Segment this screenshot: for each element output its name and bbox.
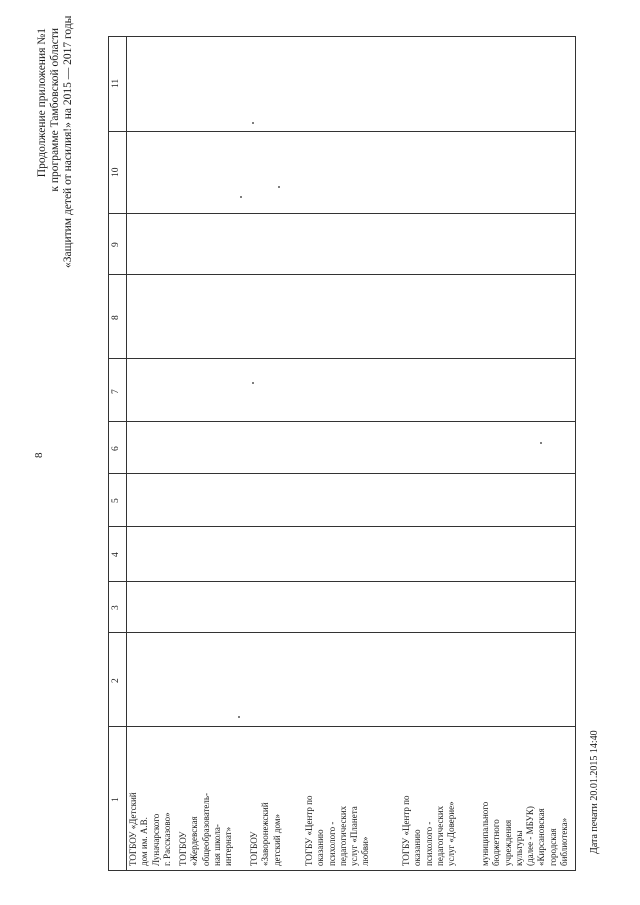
table-border-top [108, 36, 576, 37]
table-row-label: ТОГБОУ «Детский дом им. А.В. Луначарского г. Рассказово» [128, 792, 172, 866]
col-divider [108, 131, 576, 132]
col-divider [108, 726, 576, 727]
scan-speck [252, 122, 254, 124]
column-number-8: 8 [111, 315, 121, 320]
header-divider [126, 36, 127, 871]
heading-line-1: Продолжение приложения №1 [36, 28, 48, 178]
data-table [108, 36, 576, 871]
col-divider [108, 274, 576, 275]
column-number-1: 1 [111, 797, 121, 802]
col-divider [108, 526, 576, 527]
table-row-label: ТОГБУ «Центр по оказанию психолого - педагогических услуг «Доверие» [401, 795, 457, 866]
column-number-11: 11 [111, 78, 121, 88]
column-number-4: 4 [111, 552, 121, 557]
col-divider [108, 581, 576, 582]
document-heading [36, 15, 75, 268]
page-number: 8 [33, 452, 45, 458]
column-number-3: 3 [111, 605, 121, 610]
column-number-6: 6 [111, 446, 121, 451]
heading-line-3: «Защитим детей от насилия!» на 2015 — 2017 годы [62, 15, 74, 268]
col-divider [108, 632, 576, 633]
scan-speck [540, 442, 542, 444]
col-divider [108, 421, 576, 422]
column-number-9: 9 [111, 242, 121, 247]
scan-speck [238, 716, 240, 718]
table-border-left [108, 36, 109, 871]
table-row-label: муниципального бюджетного учреждения культуры (далее - МБУК) «Кирсановская городская библиотека» [480, 801, 570, 866]
column-number-2: 2 [111, 678, 121, 683]
column-number-7: 7 [111, 389, 121, 394]
scan-speck [278, 186, 280, 188]
table-row-label: ТОГБУ «Центр по оказанию психолого - педагогических услуг «Планета любви» [304, 795, 371, 866]
table-row-label: ТОГБОУ «Жердевская общеобразователь- ная школа- интернат» [178, 793, 234, 866]
scan-speck [240, 196, 242, 198]
table-border-bottom [108, 870, 576, 871]
print-date: Дата печати 20.01.2015 14:40 [589, 730, 600, 854]
scan-speck [252, 382, 254, 384]
col-divider [108, 213, 576, 214]
col-divider [108, 358, 576, 359]
col-divider [108, 473, 576, 474]
column-number-10: 10 [111, 167, 121, 177]
table-row-label: ТОГБОУ «Заворонежский детский дом» [249, 802, 282, 866]
heading-line-2: к программе Тамбовской области [49, 28, 61, 192]
column-number-5: 5 [111, 498, 121, 503]
table-border-right [575, 36, 576, 871]
